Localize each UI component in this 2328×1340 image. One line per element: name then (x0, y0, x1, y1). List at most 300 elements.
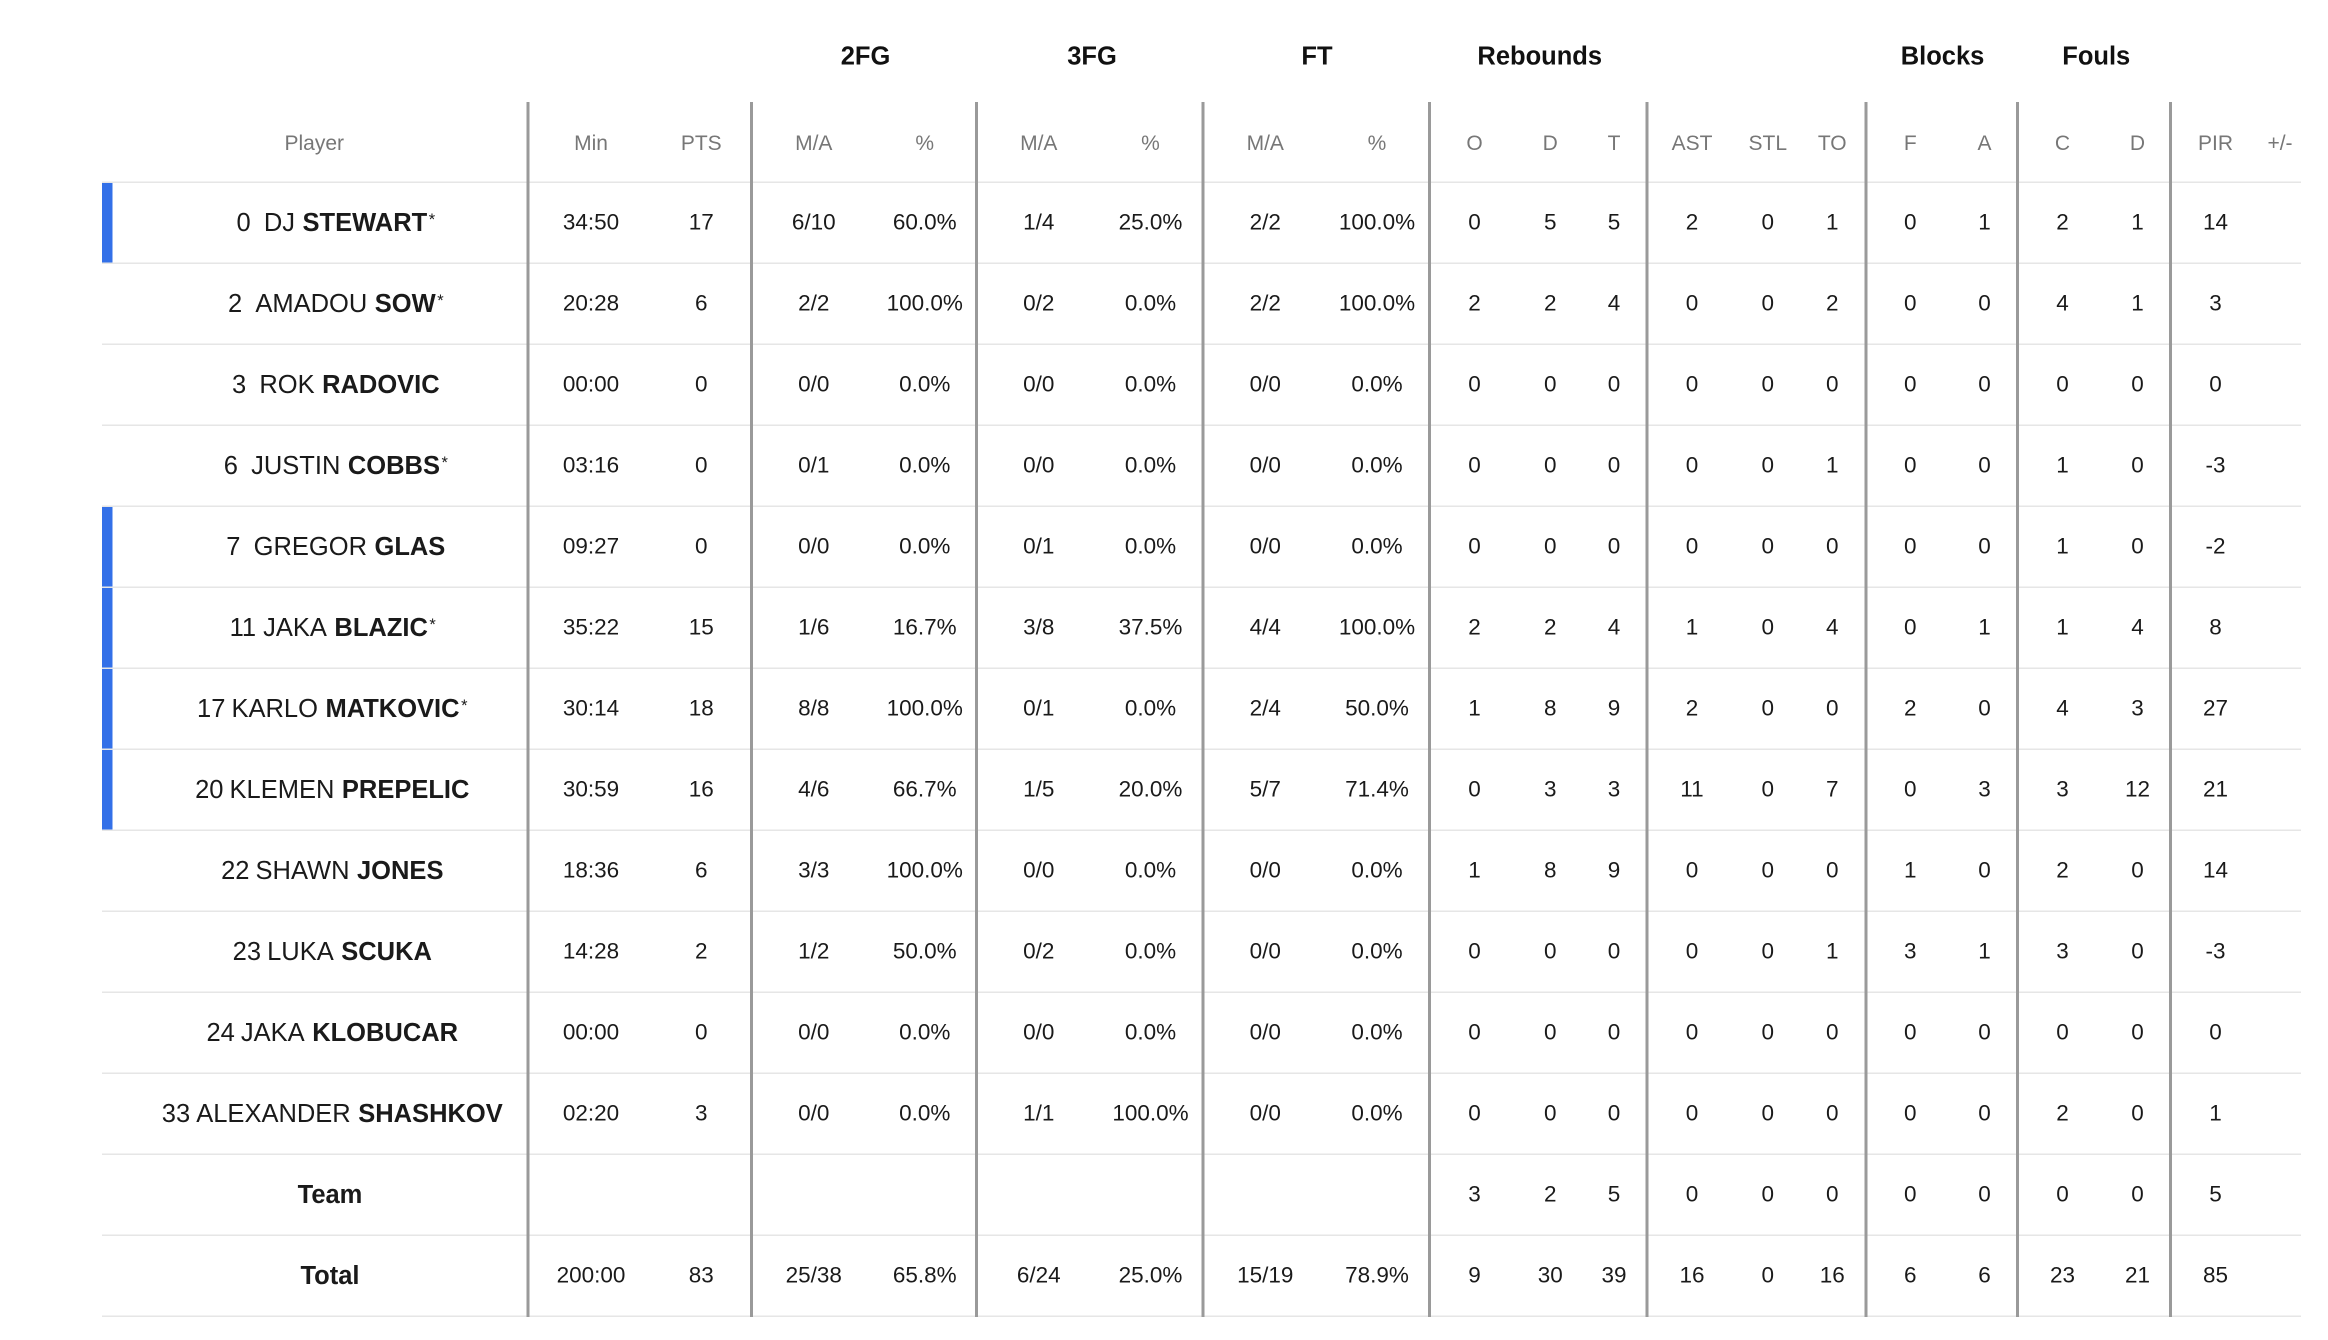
stat-fg3-pct: 25.0% (1100, 1235, 1204, 1316)
stat-min: 02:20 (528, 1073, 653, 1154)
stat-stl: 0 (1736, 1154, 1801, 1235)
stat-reb-d: 3 (1518, 749, 1583, 830)
group-header-ft: FT (1301, 42, 1333, 71)
table-row[interactable] (102, 587, 2301, 668)
stat-blk-a: 0 (1953, 425, 2018, 506)
stat-blk-f: 3 (1866, 911, 1953, 992)
stat-to: 7 (1800, 749, 1866, 830)
stat-blk-a: 0 (1953, 1073, 2018, 1154)
stat-foul-d: 0 (2106, 506, 2171, 587)
player-number: 20 (195, 774, 224, 804)
stat-blk-a: 0 (1953, 668, 2018, 749)
player-number: 24 (206, 1017, 235, 1047)
team-row (102, 1154, 2301, 1235)
stat-reb-o: 2 (1430, 263, 1519, 344)
stat-pir: 27 (2171, 668, 2260, 749)
stat-fg3-ma: 0/0 (977, 992, 1100, 1073)
stat-ft-ma: 0/0 (1203, 911, 1326, 992)
stat-fg3-pct: 0.0% (1100, 506, 1204, 587)
stat-ast: 0 (1647, 1154, 1736, 1235)
player-last-name[interactable]: RADOVIC (322, 369, 440, 399)
stat-min: 20:28 (528, 263, 653, 344)
stat-reb-o: 0 (1430, 749, 1519, 830)
stat-pm (2259, 506, 2301, 587)
stat-pts (653, 1154, 752, 1235)
stat-blk-a: 0 (1953, 830, 2018, 911)
col-header-2fg-ma[interactable]: M/A (752, 102, 875, 182)
stat-pm (2259, 911, 2301, 992)
stat-foul-c: 0 (2018, 1154, 2107, 1235)
player-first-name: ROK (259, 369, 315, 399)
stat-blk-f: 6 (1866, 1235, 1953, 1316)
stat-fg3-ma: 0/0 (977, 830, 1100, 911)
stat-blk-f: 0 (1866, 1154, 1953, 1235)
stat-pir: 1 (2171, 1073, 2260, 1154)
player-cell[interactable] (102, 587, 528, 668)
stat-ft-pct: 0.0% (1326, 830, 1430, 911)
stat-fg2-ma: 6/10 (752, 182, 875, 263)
stat-reb-o: 0 (1430, 506, 1519, 587)
stat-pir: 8 (2171, 587, 2260, 668)
player-first-name: AMADOU (255, 288, 368, 318)
stat-ast: 1 (1647, 587, 1736, 668)
stat-fg2-ma: 0/0 (752, 344, 875, 425)
col-header-ft-ma[interactable]: M/A (1203, 102, 1326, 182)
stat-foul-d: 3 (2106, 668, 2171, 749)
stat-ft-pct: 100.0% (1326, 263, 1430, 344)
stat-foul-c: 0 (2018, 344, 2107, 425)
starter-mark: * (437, 291, 444, 310)
player-number: 6 (223, 450, 238, 480)
player-last-name[interactable]: GLAS (374, 531, 446, 561)
player-last-name[interactable]: COBBS (347, 450, 440, 480)
stat-fg2-ma: 1/6 (752, 587, 875, 668)
stat-min: 00:00 (528, 992, 653, 1073)
col-header-3fg-pct[interactable]: % (1141, 129, 1160, 154)
stat-min: 18:36 (528, 830, 653, 911)
col-header-reb-o[interactable]: O (1430, 102, 1519, 182)
stat-reb-d: 2 (1518, 587, 1583, 668)
stat-ast: 11 (1647, 749, 1736, 830)
player-accent-bar (102, 507, 113, 587)
stat-fg3-ma: 1/5 (977, 749, 1100, 830)
col-header-3fg-ma[interactable]: M/A (977, 102, 1100, 182)
stat-pir: 85 (2171, 1235, 2260, 1316)
stat-fg3-ma: 0/1 (977, 668, 1100, 749)
stat-foul-c: 2 (2018, 182, 2107, 263)
stat-min: 35:22 (528, 587, 653, 668)
stat-fg2-ma: 0/0 (752, 992, 875, 1073)
stat-pts: 0 (653, 344, 752, 425)
stat-fg2-pct: 60.0% (875, 182, 977, 263)
player-last-name[interactable]: SHASHKOV (358, 1098, 503, 1128)
stat-pts: 83 (653, 1235, 752, 1316)
stat-stl: 0 (1736, 506, 1801, 587)
stat-reb-o: 0 (1430, 1073, 1519, 1154)
stat-ft-pct (1326, 1154, 1430, 1235)
stat-foul-c: 1 (2018, 425, 2107, 506)
player-last-name[interactable]: STEWART (302, 207, 428, 237)
stat-fg3-ma: 0/0 (977, 425, 1100, 506)
table-row[interactable] (102, 425, 2301, 506)
stat-reb-o: 2 (1430, 587, 1519, 668)
stat-pts: 17 (653, 182, 752, 263)
stat-min (528, 1154, 653, 1235)
stat-ast: 0 (1647, 911, 1736, 992)
starter-mark: * (441, 453, 448, 472)
stat-blk-f: 0 (1866, 992, 1953, 1073)
stat-blk-a: 1 (1953, 182, 2018, 263)
stat-to: 16 (1800, 1235, 1866, 1316)
stat-blk-f: 0 (1866, 425, 1953, 506)
stat-foul-d: 0 (2106, 992, 2171, 1073)
group-header-blocks: Blocks (1900, 42, 1985, 71)
stat-reb-o: 0 (1430, 911, 1519, 992)
player-accent-bar (102, 588, 113, 668)
stat-reb-d: 0 (1518, 344, 1583, 425)
stat-pts: 15 (653, 587, 752, 668)
stat-reb-t: 9 (1583, 830, 1648, 911)
table-row[interactable] (102, 911, 2301, 992)
stat-stl: 0 (1736, 263, 1801, 344)
stat-fg3-ma: 0/1 (977, 506, 1100, 587)
stat-ft-ma: 5/7 (1203, 749, 1326, 830)
stat-to: 0 (1800, 344, 1866, 425)
stat-ast: 0 (1647, 263, 1736, 344)
group-header-fouls: Fouls (2062, 42, 2131, 71)
stat-ft-pct: 0.0% (1326, 344, 1430, 425)
stat-stl: 0 (1736, 668, 1801, 749)
col-header-foul-c[interactable]: C (2018, 102, 2107, 182)
stat-fg2-pct: 66.7% (875, 749, 977, 830)
group-header-3fg: 3FG (1067, 42, 1117, 71)
stat-reb-o: 0 (1430, 992, 1519, 1073)
stat-to: 0 (1800, 1154, 1866, 1235)
stat-foul-d: 0 (2106, 1073, 2171, 1154)
stat-to: 0 (1800, 992, 1866, 1073)
stat-blk-a: 0 (1953, 263, 2018, 344)
col-header-reb-t[interactable]: T (1607, 129, 1621, 154)
col-header-pts[interactable]: PTS (680, 129, 722, 154)
stat-fg2-pct: 100.0% (875, 830, 977, 911)
player-cell[interactable] (102, 749, 528, 830)
player-cell[interactable] (102, 1073, 528, 1154)
stat-pir: -3 (2171, 911, 2260, 992)
stat-fg2-pct: 0.0% (875, 992, 977, 1073)
stat-reb-d: 0 (1518, 1073, 1583, 1154)
col-header-blk-a[interactable]: A (1977, 129, 1992, 154)
boxscore-body (102, 182, 2301, 1316)
stat-ft-pct: 0.0% (1326, 911, 1430, 992)
col-header-to[interactable]: TO (1817, 129, 1847, 154)
player-cell[interactable] (102, 830, 528, 911)
player-last-name[interactable]: SOW (374, 288, 436, 318)
player-cell[interactable] (102, 992, 528, 1073)
stat-fg2-pct: 0.0% (875, 425, 977, 506)
player-accent-bar (102, 183, 113, 263)
col-header-foul-d[interactable]: D (2129, 129, 2146, 154)
stat-reb-t: 3 (1583, 749, 1648, 830)
stat-reb-d: 2 (1518, 1154, 1583, 1235)
stat-ft-pct: 78.9% (1326, 1235, 1430, 1316)
stat-pm (2259, 1154, 2301, 1235)
table-row[interactable] (102, 344, 2301, 425)
player-first-name: LUKA (267, 936, 334, 966)
stat-blk-f: 0 (1866, 263, 1953, 344)
stat-to: 4 (1800, 587, 1866, 668)
player-cell[interactable] (102, 911, 528, 992)
stat-pts: 2 (653, 911, 752, 992)
stat-ast: 0 (1647, 1073, 1736, 1154)
stat-min: 34:50 (528, 182, 653, 263)
stat-stl: 0 (1736, 992, 1801, 1073)
column-header-row (102, 102, 2301, 182)
stat-reb-t: 5 (1583, 1154, 1648, 1235)
stat-foul-c: 4 (2018, 263, 2107, 344)
stat-reb-t: 4 (1583, 587, 1648, 668)
stat-fg2-ma (752, 1154, 875, 1235)
stat-pts: 6 (653, 263, 752, 344)
stat-foul-d: 1 (2106, 182, 2171, 263)
stat-ft-ma: 2/2 (1203, 263, 1326, 344)
stat-ast: 0 (1647, 830, 1736, 911)
stat-pm (2259, 668, 2301, 749)
stat-ft-ma (1203, 1154, 1326, 1235)
stat-pir: -3 (2171, 425, 2260, 506)
stat-foul-d: 0 (2106, 344, 2171, 425)
col-header-pir[interactable]: PIR (2171, 102, 2260, 182)
stat-pir: 14 (2171, 182, 2260, 263)
stat-fg2-ma: 4/6 (752, 749, 875, 830)
group-header-rebounds: Rebounds (1477, 42, 1603, 71)
stat-pir: 14 (2171, 830, 2260, 911)
player-number: 3 (231, 369, 247, 399)
player-first-name: ALEXANDER (196, 1098, 351, 1128)
player-first-name: JUSTIN (251, 450, 341, 480)
stat-blk-f: 0 (1866, 506, 1953, 587)
total-row (102, 1235, 2301, 1316)
stat-min: 03:16 (528, 425, 653, 506)
stat-ft-ma: 0/0 (1203, 344, 1326, 425)
stat-reb-t: 4 (1583, 263, 1648, 344)
stat-blk-f: 0 (1866, 182, 1953, 263)
stat-reb-t: 0 (1583, 1073, 1648, 1154)
stat-pts: 0 (653, 506, 752, 587)
stat-ft-ma: 0/0 (1203, 1073, 1326, 1154)
stat-pm (2259, 425, 2301, 506)
stat-reb-d: 0 (1518, 911, 1583, 992)
stat-ft-ma: 0/0 (1203, 992, 1326, 1073)
col-header-player[interactable]: Player (284, 129, 345, 154)
player-cell[interactable] (102, 506, 528, 587)
stat-fg2-pct: 0.0% (875, 506, 977, 587)
player-last-name[interactable]: BLAZIC (334, 612, 428, 642)
stat-fg2-pct (875, 1154, 977, 1235)
stat-stl: 0 (1736, 425, 1801, 506)
stat-blk-f: 2 (1866, 668, 1953, 749)
stat-reb-t: 9 (1583, 668, 1648, 749)
col-header-2fg-pct[interactable]: % (915, 129, 935, 154)
stat-fg2-pct: 100.0% (875, 668, 977, 749)
stat-fg2-ma: 0/1 (752, 425, 875, 506)
player-first-name: KLEMEN (229, 774, 335, 804)
table-row[interactable] (102, 506, 2301, 587)
group-header-2fg: 2FG (840, 42, 891, 71)
stat-pir: 5 (2171, 1154, 2260, 1235)
player-number: 17 (197, 693, 226, 723)
stat-fg2-ma: 25/38 (752, 1235, 875, 1316)
stat-ft-ma: 15/19 (1203, 1235, 1326, 1316)
stat-pm (2259, 992, 2301, 1073)
player-number: 7 (226, 531, 241, 561)
stat-blk-f: 0 (1866, 344, 1953, 425)
stat-ft-ma: 2/4 (1203, 668, 1326, 749)
stat-foul-d: 1 (2106, 263, 2171, 344)
stat-fg3-pct: 0.0% (1100, 668, 1204, 749)
table-row[interactable] (102, 668, 2301, 749)
stat-ft-pct: 71.4% (1326, 749, 1430, 830)
stat-pm (2259, 587, 2301, 668)
table-row[interactable] (102, 182, 2301, 263)
stat-fg2-ma: 3/3 (752, 830, 875, 911)
stat-reb-o: 9 (1430, 1235, 1519, 1316)
stat-pir: 21 (2171, 749, 2260, 830)
stat-pm (2259, 1235, 2301, 1316)
stat-fg2-ma: 8/8 (752, 668, 875, 749)
stat-fg3-pct: 0.0% (1100, 992, 1204, 1073)
stat-pm (2259, 830, 2301, 911)
stat-ft-pct: 0.0% (1326, 506, 1430, 587)
stat-foul-c: 23 (2018, 1235, 2107, 1316)
stat-fg3-pct: 37.5% (1100, 587, 1204, 668)
stat-reb-o: 1 (1430, 668, 1519, 749)
stat-fg2-ma: 0/0 (752, 1073, 875, 1154)
stat-pm (2259, 182, 2301, 263)
table-row[interactable] (102, 263, 2301, 344)
stat-foul-c: 4 (2018, 668, 2107, 749)
stat-blk-a: 3 (1953, 749, 2018, 830)
stat-min: 30:59 (528, 749, 653, 830)
stat-blk-a: 0 (1953, 344, 2018, 425)
player-last-name[interactable]: PREPELIC (341, 774, 470, 804)
stat-stl: 0 (1736, 911, 1801, 992)
stat-reb-t: 39 (1583, 1235, 1648, 1316)
table-row[interactable] (102, 1073, 2301, 1154)
stat-reb-t: 0 (1583, 911, 1648, 992)
stat-foul-c: 1 (2018, 587, 2107, 668)
stat-foul-d: 0 (2106, 911, 2171, 992)
stat-fg3-pct: 0.0% (1100, 830, 1204, 911)
stat-foul-d: 21 (2106, 1235, 2171, 1316)
player-accent-bar (102, 750, 113, 830)
player-cell[interactable] (102, 668, 528, 749)
col-header-blk-f[interactable]: F (1866, 102, 1953, 182)
stat-reb-o: 0 (1430, 344, 1519, 425)
stat-fg3-pct: 0.0% (1100, 425, 1204, 506)
stat-min: 30:14 (528, 668, 653, 749)
stat-ft-pct: 0.0% (1326, 992, 1430, 1073)
player-number: 33 (161, 1098, 191, 1128)
team-row-label-cell (102, 1154, 528, 1235)
table-row[interactable] (102, 992, 2301, 1073)
col-header-ft-pct[interactable]: % (1367, 129, 1387, 154)
stat-reb-t: 0 (1583, 992, 1648, 1073)
player-cell[interactable] (102, 344, 528, 425)
player-last-name[interactable]: SCUKA (341, 936, 432, 966)
stat-to: 0 (1800, 506, 1866, 587)
stat-stl: 0 (1736, 1235, 1801, 1316)
team-row-label: Team (297, 1179, 363, 1209)
col-header-reb-d[interactable]: D (1542, 129, 1558, 154)
col-header-ast[interactable]: AST (1647, 102, 1736, 182)
stat-fg3-ma: 0/0 (977, 344, 1100, 425)
stat-ft-ma: 0/0 (1203, 506, 1326, 587)
player-last-name[interactable]: KLOBUCAR (312, 1017, 459, 1047)
stat-ast: 2 (1647, 182, 1736, 263)
stat-ft-ma: 2/2 (1203, 182, 1326, 263)
stat-ast: 0 (1647, 344, 1736, 425)
stat-pts: 0 (653, 992, 752, 1073)
stat-ft-ma: 0/0 (1203, 425, 1326, 506)
stat-blk-a: 0 (1953, 992, 2018, 1073)
stat-fg3-pct: 25.0% (1100, 182, 1204, 263)
player-cell[interactable] (102, 263, 528, 344)
player-first-name: DJ (263, 207, 296, 237)
stat-reb-d: 5 (1518, 182, 1583, 263)
stat-reb-o: 1 (1430, 830, 1519, 911)
stat-to: 0 (1800, 1073, 1866, 1154)
stat-ast: 0 (1647, 425, 1736, 506)
stat-min: 14:28 (528, 911, 653, 992)
player-first-name: JAKA (240, 1017, 305, 1047)
stat-pts: 0 (653, 425, 752, 506)
player-last-name[interactable]: MATKOVIC (325, 693, 460, 723)
stat-foul-d: 4 (2106, 587, 2171, 668)
boxscore-table (102, 102, 2301, 1317)
stat-blk-a: 1 (1953, 587, 2018, 668)
player-last-name[interactable]: JONES (357, 855, 444, 885)
col-header-plusminus[interactable]: +/- (2267, 129, 2293, 154)
stat-fg3-pct: 20.0% (1100, 749, 1204, 830)
stat-stl: 0 (1736, 587, 1801, 668)
stat-foul-c: 3 (2018, 749, 2107, 830)
stat-reb-d: 30 (1518, 1235, 1583, 1316)
player-cell[interactable] (102, 182, 528, 263)
stat-foul-c: 1 (2018, 506, 2107, 587)
stat-fg3-pct (1100, 1154, 1204, 1235)
stat-foul-c: 0 (2018, 992, 2107, 1073)
stat-fg3-pct: 0.0% (1100, 344, 1204, 425)
stat-fg3-pct: 0.0% (1100, 911, 1204, 992)
col-header-stl[interactable]: STL (1748, 129, 1788, 154)
starter-mark: * (429, 615, 436, 634)
col-header-min[interactable]: Min (528, 102, 653, 182)
player-number: 22 (221, 855, 250, 885)
total-row-label-cell (102, 1235, 528, 1316)
stat-reb-o: 0 (1430, 182, 1519, 263)
stat-ft-pct: 100.0% (1326, 182, 1430, 263)
stat-ft-pct: 0.0% (1326, 425, 1430, 506)
stat-ast: 2 (1647, 668, 1736, 749)
stat-reb-t: 0 (1583, 344, 1648, 425)
stat-pts: 6 (653, 830, 752, 911)
table-row[interactable] (102, 749, 2301, 830)
player-cell[interactable] (102, 425, 528, 506)
stat-pm (2259, 263, 2301, 344)
table-row[interactable] (102, 830, 2301, 911)
stat-ast: 16 (1647, 1235, 1736, 1316)
stat-pir: -2 (2171, 506, 2260, 587)
